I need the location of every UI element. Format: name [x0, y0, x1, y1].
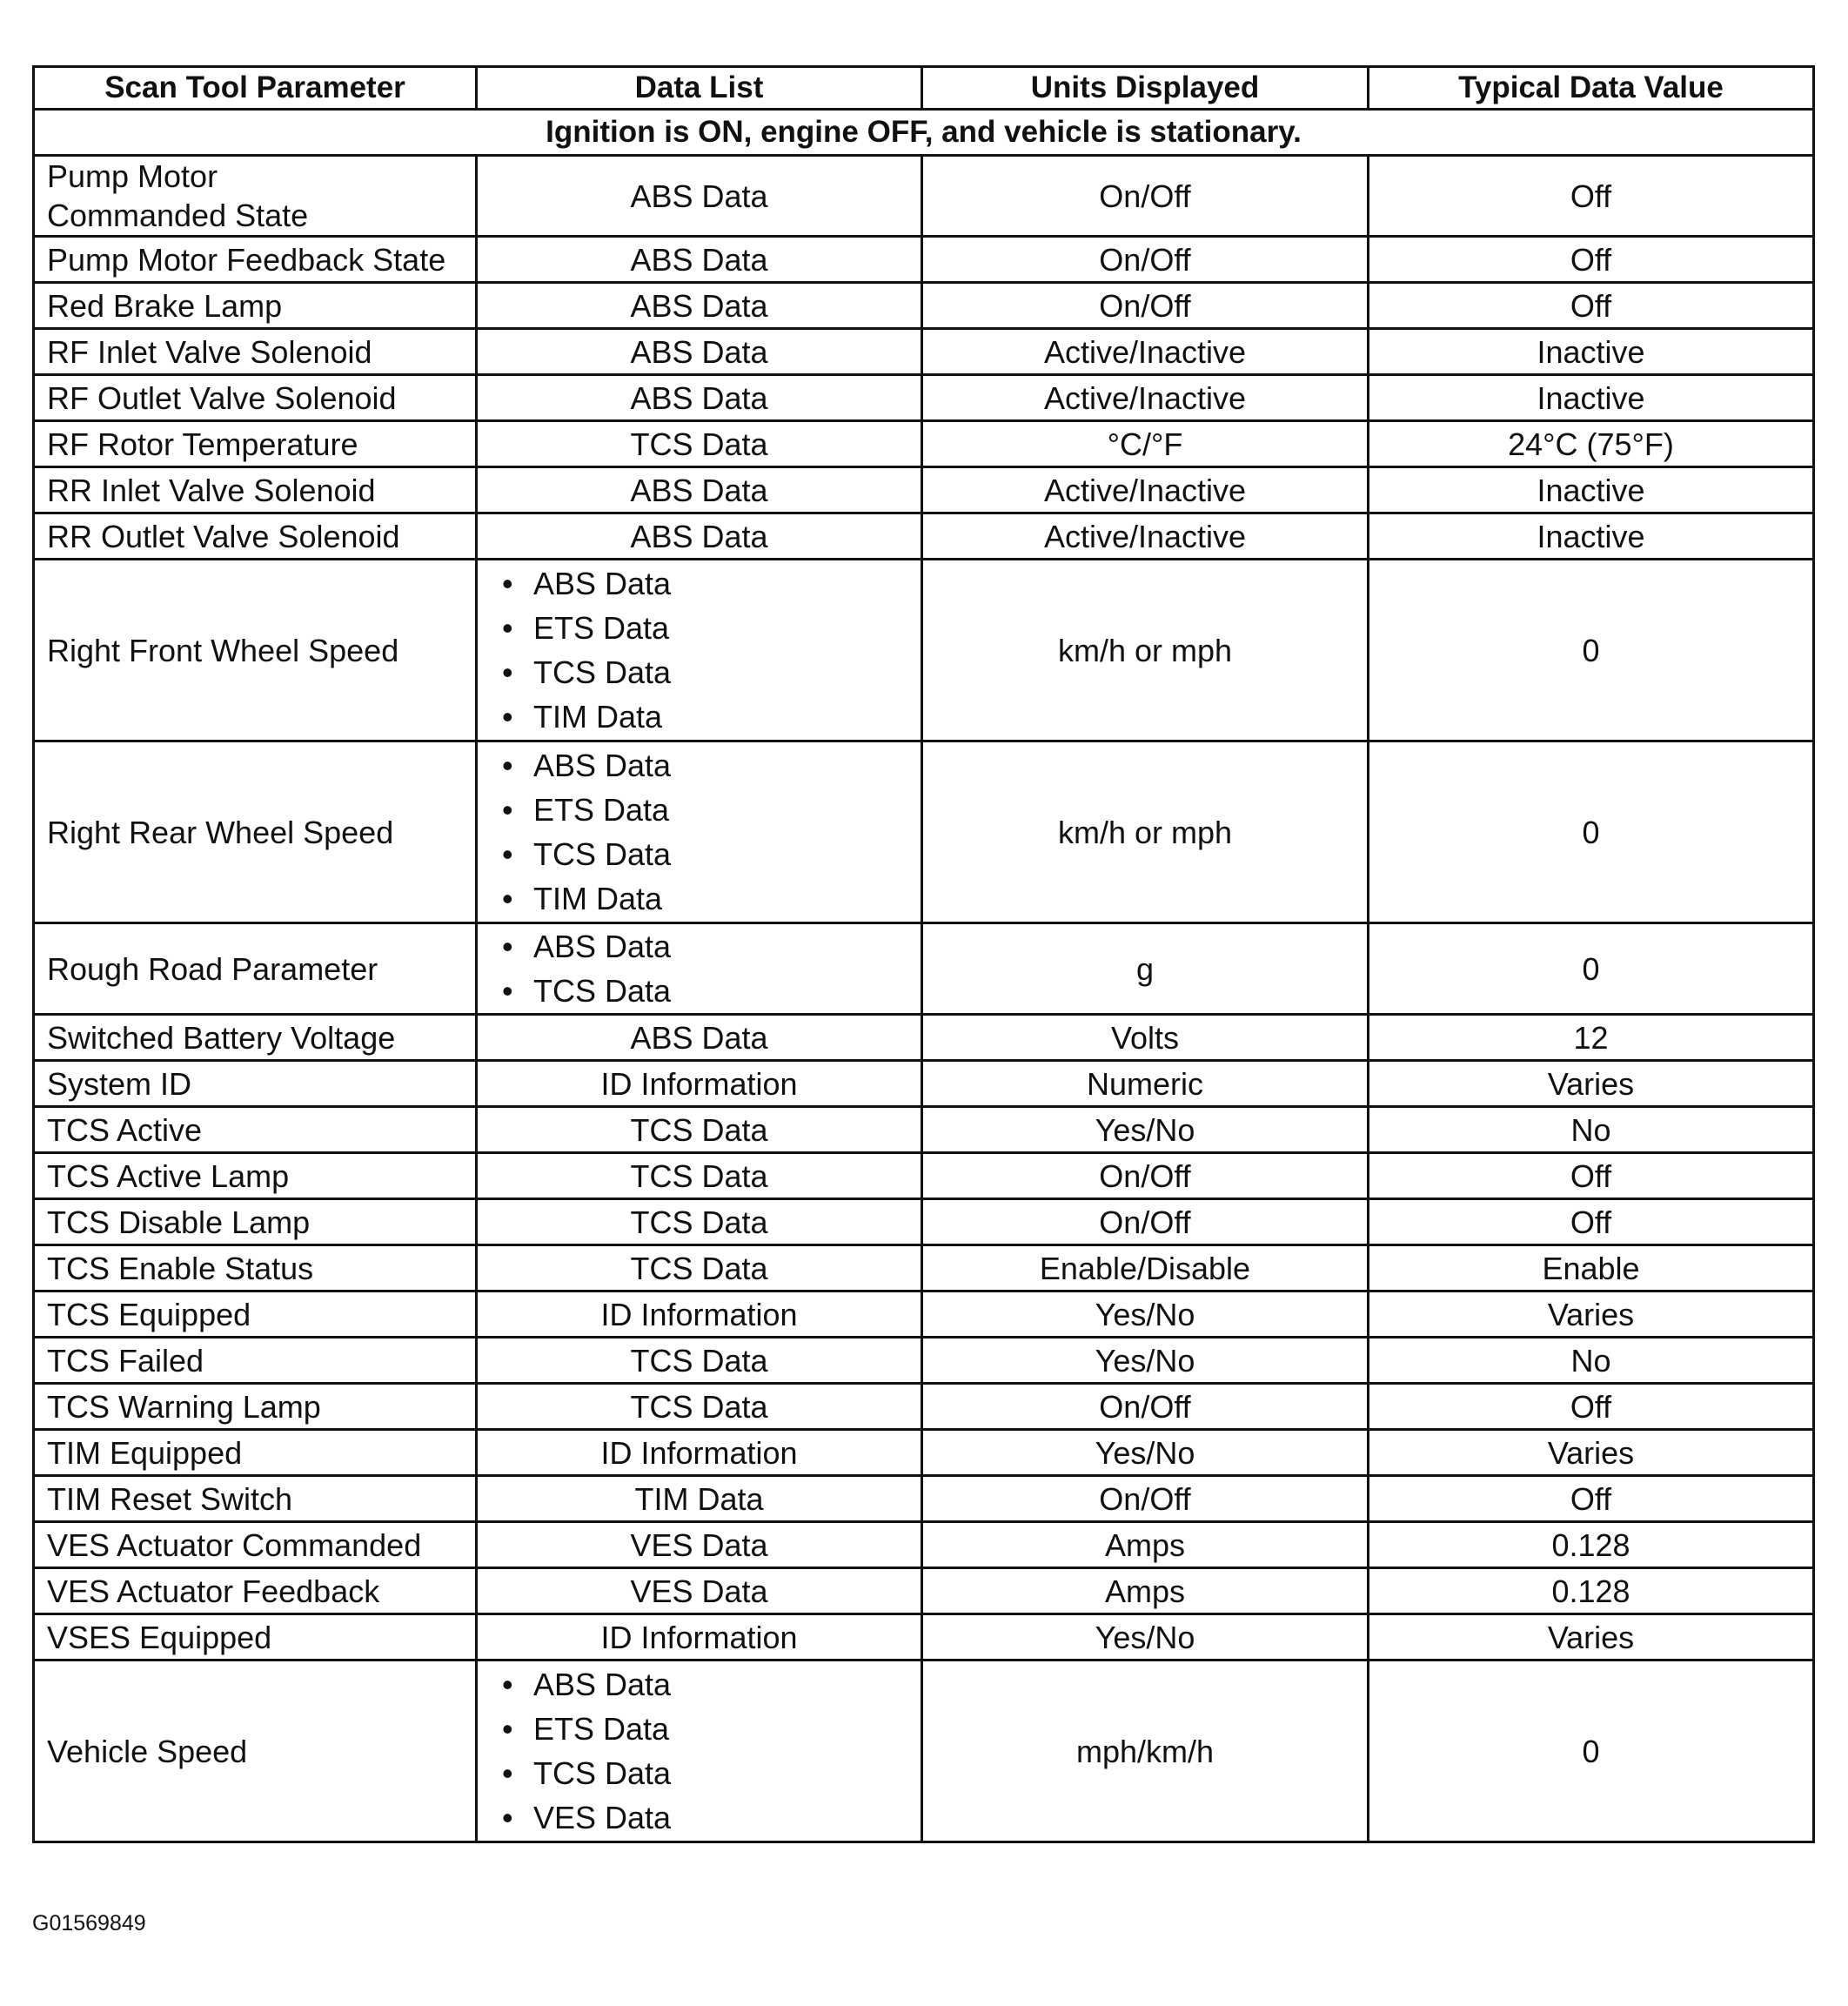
cell-data-list: ABS Data — [477, 1015, 922, 1061]
cell-data-list: TCS Data — [477, 1338, 922, 1384]
cell-units: On/Off — [922, 156, 1369, 237]
cell-parameter: VES Actuator Commanded — [34, 1522, 477, 1568]
table-row — [34, 329, 1814, 375]
cell-typical-value: Off — [1369, 1476, 1814, 1522]
cell-units: Volts — [922, 1015, 1369, 1061]
cell-data-list: TIM Data — [477, 1476, 922, 1522]
cell-typical-value: 0 — [1369, 560, 1814, 741]
cell-parameter: VES Actuator Feedback — [34, 1568, 477, 1614]
data-list-item: • TCS Data — [533, 969, 908, 1013]
cell-typical-value: Varies — [1369, 1061, 1814, 1107]
table-row — [34, 467, 1814, 513]
column-header-units: Units Displayed — [922, 67, 1369, 110]
cell-data-list: ABS Data — [477, 513, 922, 560]
column-header-data-list: Data List — [477, 67, 922, 110]
cell-units: Yes/No — [922, 1107, 1369, 1153]
cell-data-list: TCS Data — [477, 1245, 922, 1291]
cell-data-list: TCS Data — [477, 1384, 922, 1430]
cell-parameter: Right Rear Wheel Speed — [34, 741, 477, 923]
cell-units: Yes/No — [922, 1338, 1369, 1384]
column-header-parameter: Scan Tool Parameter — [34, 67, 477, 110]
cell-units: On/Off — [922, 1476, 1369, 1522]
cell-parameter: VSES Equipped — [34, 1614, 477, 1660]
cell-typical-value: 0 — [1369, 1660, 1814, 1842]
cell-units: mph/km/h — [922, 1660, 1369, 1842]
data-list-item: • ETS Data — [533, 788, 908, 832]
table-row — [34, 1245, 1814, 1291]
cell-typical-value: 24°C (75°F) — [1369, 421, 1814, 467]
condition-row — [34, 110, 1814, 156]
cell-data-list: VES Data — [477, 1568, 922, 1614]
cell-typical-value: Off — [1369, 156, 1814, 237]
data-list-item: • TIM Data — [533, 876, 908, 921]
cell-typical-value: Off — [1369, 1384, 1814, 1430]
header-row — [34, 67, 1814, 110]
cell-units: Numeric — [922, 1061, 1369, 1107]
cell-parameter: TCS Equipped — [34, 1291, 477, 1338]
cell-typical-value: 0 — [1369, 923, 1814, 1015]
cell-units: On/Off — [922, 283, 1369, 329]
cell-typical-value: Off — [1369, 283, 1814, 329]
cell-units: km/h or mph — [922, 741, 1369, 923]
cell-parameter: System ID — [34, 1061, 477, 1107]
cell-units: Amps — [922, 1568, 1369, 1614]
cell-typical-value: 0.128 — [1369, 1522, 1814, 1568]
cell-typical-value: No — [1369, 1338, 1814, 1384]
cell-typical-value: 12 — [1369, 1015, 1814, 1061]
cell-typical-value: 0 — [1369, 741, 1814, 923]
table-row — [34, 237, 1814, 283]
cell-typical-value: Varies — [1369, 1614, 1814, 1660]
table-row — [34, 513, 1814, 560]
cell-typical-value: Varies — [1369, 1430, 1814, 1476]
cell-units: On/Off — [922, 237, 1369, 283]
cell-data-list: TCS Data — [477, 1107, 922, 1153]
cell-typical-value: Varies — [1369, 1291, 1814, 1338]
cell-data-list — [477, 923, 922, 1015]
cell-typical-value: No — [1369, 1107, 1814, 1153]
cell-parameter: Switched Battery Voltage — [34, 1015, 477, 1061]
cell-data-list — [477, 560, 922, 741]
cell-units: Active/Inactive — [922, 467, 1369, 513]
cell-typical-value: Off — [1369, 1153, 1814, 1199]
cell-parameter: RF Outlet Valve Solenoid — [34, 375, 477, 421]
cell-data-list: ID Information — [477, 1291, 922, 1338]
cell-data-list: ABS Data — [477, 375, 922, 421]
cell-parameter: TCS Disable Lamp — [34, 1199, 477, 1245]
cell-typical-value: Enable — [1369, 1245, 1814, 1291]
cell-typical-value: Inactive — [1369, 329, 1814, 375]
table-row — [34, 1199, 1814, 1245]
cell-typical-value: Inactive — [1369, 375, 1814, 421]
data-list-item: • ETS Data — [533, 1707, 908, 1751]
cell-data-list: ID Information — [477, 1061, 922, 1107]
cell-parameter: TCS Active Lamp — [34, 1153, 477, 1199]
table-row — [34, 1614, 1814, 1660]
data-list-item: • ETS Data — [533, 606, 908, 650]
cell-typical-value: Inactive — [1369, 467, 1814, 513]
table-row — [34, 421, 1814, 467]
cell-units: Yes/No — [922, 1430, 1369, 1476]
cell-parameter: RR Outlet Valve Solenoid — [34, 513, 477, 560]
cell-parameter: TIM Equipped — [34, 1430, 477, 1476]
data-list-bullets — [490, 924, 908, 1013]
cell-data-list: ABS Data — [477, 237, 922, 283]
table-row — [34, 1291, 1814, 1338]
data-list-item: • ABS Data — [533, 924, 908, 969]
table-row — [34, 1061, 1814, 1107]
cell-parameter: RF Rotor Temperature — [34, 421, 477, 467]
data-list-item: • TCS Data — [533, 1751, 908, 1795]
table-row — [34, 1107, 1814, 1153]
cell-data-list: TCS Data — [477, 1153, 922, 1199]
cell-data-list: ABS Data — [477, 467, 922, 513]
cell-parameter: TCS Enable Status — [34, 1245, 477, 1291]
scan-tool-data-table — [32, 65, 1815, 1843]
cell-data-list: ID Information — [477, 1430, 922, 1476]
cell-data-list: ABS Data — [477, 283, 922, 329]
cell-typical-value: Off — [1369, 237, 1814, 283]
column-header-typical-value: Typical Data Value — [1369, 67, 1814, 110]
cell-units: Yes/No — [922, 1291, 1369, 1338]
cell-data-list: ID Information — [477, 1614, 922, 1660]
condition-banner: Ignition is ON, engine OFF, and vehicle is stationary. — [34, 110, 1814, 156]
cell-units: Enable/Disable — [922, 1245, 1369, 1291]
cell-units: On/Off — [922, 1199, 1369, 1245]
data-list-bullets — [490, 743, 908, 921]
table-row — [34, 1660, 1814, 1842]
cell-parameter: Pump Motor Feedback State — [34, 237, 477, 283]
cell-parameter: Right Front Wheel Speed — [34, 560, 477, 741]
cell-typical-value: Off — [1369, 1199, 1814, 1245]
cell-data-list — [477, 741, 922, 923]
cell-parameter: Vehicle Speed — [34, 1660, 477, 1842]
table-row — [34, 375, 1814, 421]
cell-parameter: TIM Reset Switch — [34, 1476, 477, 1522]
cell-units: g — [922, 923, 1369, 1015]
table-row — [34, 1476, 1814, 1522]
data-list-item: • ABS Data — [533, 743, 908, 788]
table-row — [34, 1015, 1814, 1061]
cell-parameter: Rough Road Parameter — [34, 923, 477, 1015]
cell-data-list: ABS Data — [477, 156, 922, 237]
table-body — [34, 110, 1814, 1842]
cell-data-list: TCS Data — [477, 1199, 922, 1245]
table-row — [34, 1384, 1814, 1430]
cell-parameter: TCS Warning Lamp — [34, 1384, 477, 1430]
table-row — [34, 741, 1814, 923]
cell-units: Yes/No — [922, 1614, 1369, 1660]
table-row — [34, 560, 1814, 741]
cell-data-list: TCS Data — [477, 421, 922, 467]
data-list-item: • TCS Data — [533, 650, 908, 694]
cell-units: Active/Inactive — [922, 513, 1369, 560]
figure-id: G01569849 — [32, 1911, 146, 1936]
data-list-bullets — [490, 1662, 908, 1840]
table-row — [34, 1522, 1814, 1568]
data-list-bullets — [490, 561, 908, 739]
cell-units: Amps — [922, 1522, 1369, 1568]
cell-parameter: Red Brake Lamp — [34, 283, 477, 329]
cell-units: km/h or mph — [922, 560, 1369, 741]
table-row — [34, 1568, 1814, 1614]
cell-parameter: TCS Failed — [34, 1338, 477, 1384]
cell-units: On/Off — [922, 1384, 1369, 1430]
cell-data-list — [477, 1660, 922, 1842]
data-list-item: • ABS Data — [533, 561, 908, 606]
cell-parameter: Pump Motor Commanded State — [34, 156, 477, 237]
data-list-item: • ABS Data — [533, 1662, 908, 1707]
table-row — [34, 1430, 1814, 1476]
table-row — [34, 283, 1814, 329]
cell-parameter: TCS Active — [34, 1107, 477, 1153]
cell-units: Active/Inactive — [922, 375, 1369, 421]
table-row — [34, 1338, 1814, 1384]
data-list-item: • TCS Data — [533, 832, 908, 876]
cell-data-list: VES Data — [477, 1522, 922, 1568]
data-list-item: • VES Data — [533, 1795, 908, 1840]
cell-typical-value: 0.128 — [1369, 1568, 1814, 1614]
scan-tool-data-sheet — [32, 65, 1812, 1843]
data-list-item: • TIM Data — [533, 694, 908, 739]
cell-units: Active/Inactive — [922, 329, 1369, 375]
cell-units: °C/°F — [922, 421, 1369, 467]
cell-parameter: RF Inlet Valve Solenoid — [34, 329, 477, 375]
table-row — [34, 1153, 1814, 1199]
cell-data-list: ABS Data — [477, 329, 922, 375]
cell-parameter: RR Inlet Valve Solenoid — [34, 467, 477, 513]
cell-typical-value: Inactive — [1369, 513, 1814, 560]
table-row — [34, 156, 1814, 237]
cell-units: On/Off — [922, 1153, 1369, 1199]
table-row — [34, 923, 1814, 1015]
